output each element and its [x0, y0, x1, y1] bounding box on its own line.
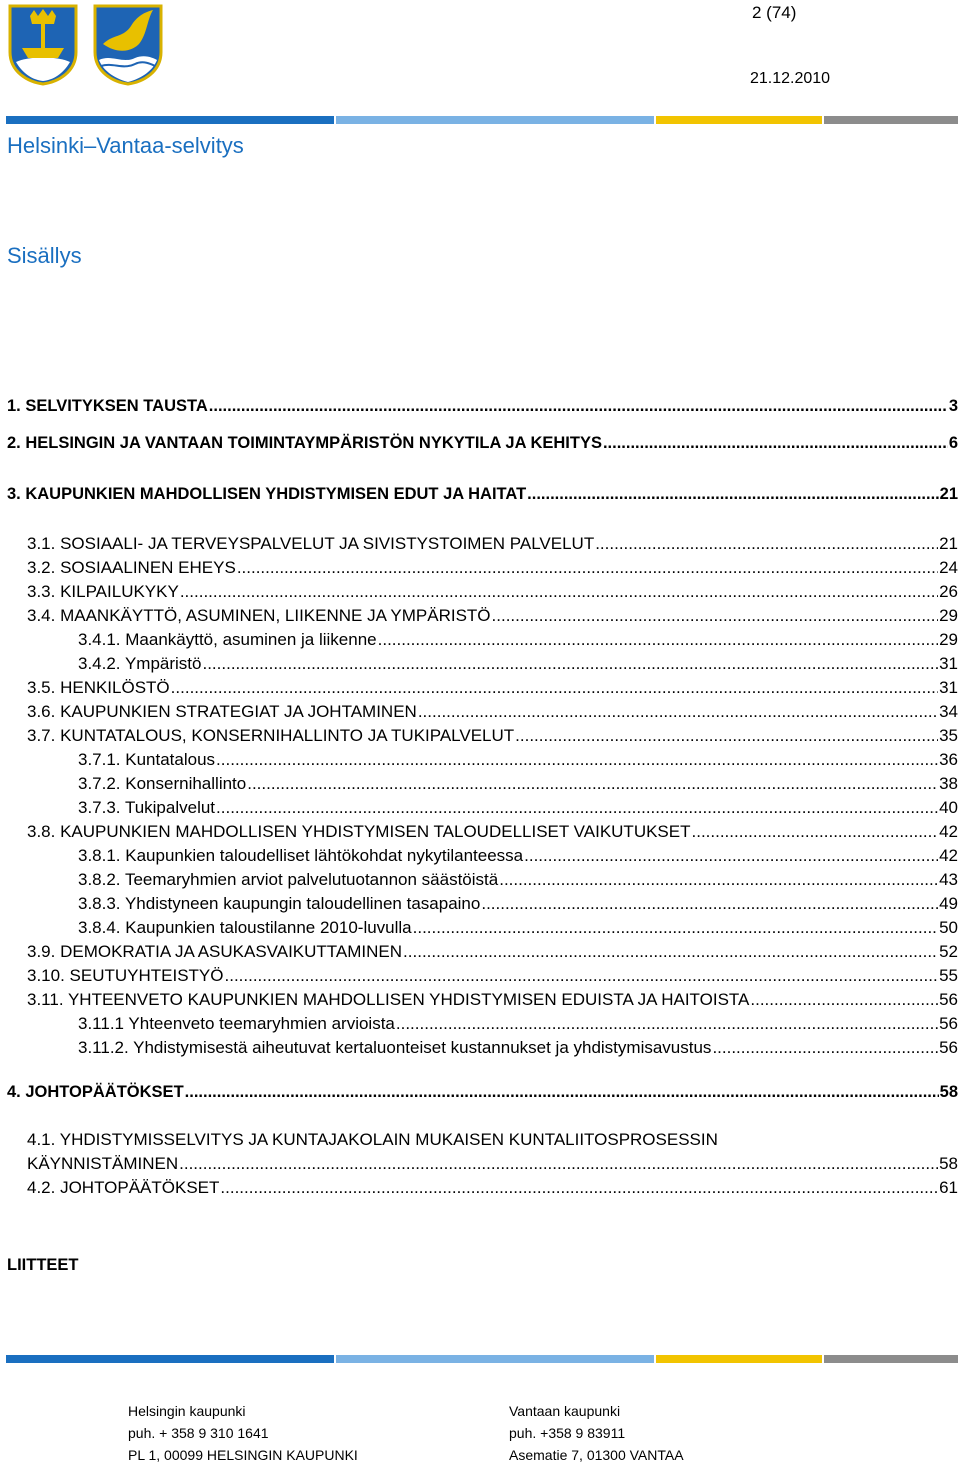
toc-entry-page: 36 — [939, 750, 958, 769]
toc-entry[interactable] — [27, 558, 958, 578]
toc-leader-dots — [237, 558, 938, 578]
header-color-band — [6, 116, 958, 124]
toc-entry-page: 35 — [939, 726, 958, 745]
footer-helsinki-address: PL 1, 00099 HELSINGIN KAUPUNKI — [128, 1447, 358, 1463]
toc-entry-title: 3. KAUPUNKIEN MAHDOLLISEN YHDISTYMISEN EDUT JA HAITAT — [7, 485, 527, 503]
toc-leader-dots — [418, 702, 938, 722]
toc-entry[interactable] — [78, 774, 958, 794]
toc-entry[interactable] — [78, 846, 958, 866]
toc-entry-page: 56 — [939, 990, 958, 1009]
toc-entry-title: 3.7.2. Konsernihallinto — [78, 774, 247, 793]
toc-leader-dots — [515, 726, 938, 746]
toc-leader-dots — [499, 870, 938, 890]
toc-entry[interactable] — [27, 678, 958, 698]
toc-leader-dots — [247, 774, 938, 794]
toc-leader-dots — [712, 1038, 938, 1058]
footer-vantaa — [509, 1400, 684, 1466]
footer-vantaa-phone: puh. +358 9 83911 — [509, 1425, 626, 1441]
toc-entry-page: 42 — [939, 846, 958, 865]
toc-entry-page: 40 — [939, 798, 958, 817]
toc-leader-dots — [396, 1014, 938, 1034]
toc-entry-page: 21 — [939, 485, 958, 503]
toc-entry-title: 3.7.1. Kuntatalous — [78, 750, 216, 769]
toc-entry-title: 4.1. YHDISTYMISSELVITYS JA KUNTAJAKOLAIN MUKAISEN KUNTALIITOSPROSESSIN — [27, 1130, 718, 1149]
toc-entry[interactable] — [27, 990, 958, 1010]
toc-leader-dots — [225, 966, 939, 986]
toc-entry[interactable] — [7, 484, 958, 504]
toc-entry-page: 58 — [939, 1154, 958, 1173]
toc-entry-page: 21 — [939, 534, 958, 553]
toc-entry-title: 3.6. KAUPUNKIEN STRATEGIAT JA JOHTAMINEN — [27, 702, 417, 721]
toc-entry-title: 3.8. KAUPUNKIEN MAHDOLLISEN YHDISTYMISEN TALOUDELLISET VAIKUTUKSET — [27, 822, 691, 841]
toc-entry-title: 1. SELVITYKSEN TAUSTA — [7, 397, 208, 415]
toc-entry[interactable] — [7, 396, 958, 416]
toc-leader-dots — [403, 942, 938, 962]
toc-leader-dots — [171, 678, 938, 698]
toc-entry[interactable] — [78, 1038, 958, 1058]
toc-leader-dots — [378, 630, 938, 650]
toc-entry-page: 52 — [939, 942, 958, 961]
toc-entry-title: 3.7.3. Tukipalvelut — [78, 798, 216, 817]
toc-entry[interactable] — [27, 942, 958, 962]
document-date: 21.12.2010 — [750, 70, 831, 87]
toc-entry-title: 3.2. SOSIAALINEN EHEYS — [27, 558, 236, 577]
toc-entry[interactable] — [27, 822, 958, 842]
footer-helsinki-phone: puh. + 358 9 310 1641 — [128, 1425, 269, 1441]
toc-entry-title: 3.11. YHTEENVETO KAUPUNKIEN MAHDOLLISEN YHDISTYMISEN EDUISTA JA HAITOISTA — [27, 990, 750, 1009]
footer-helsinki-name: Helsingin kaupunki — [128, 1403, 246, 1419]
toc-entry[interactable] — [7, 1082, 958, 1102]
toc-leader-dots — [216, 798, 938, 818]
toc-entry-page: 6 — [948, 434, 958, 452]
footer-vantaa-address: Asematie 7, 01300 VANTAA — [509, 1447, 684, 1463]
page-number: 2 (74) — [752, 3, 797, 22]
toc-entry-page: 50 — [939, 918, 958, 937]
toc-leader-dots — [180, 582, 938, 602]
toc-leader-dots — [481, 894, 938, 914]
toc-entry-title: 3.5. HENKILÖSTÖ — [27, 678, 170, 697]
toc-entry[interactable] — [78, 918, 958, 938]
toc-entry-title: 3.9. DEMOKRATIA JA ASUKASVAIKUTTAMINEN — [27, 942, 403, 961]
toc-entry-title: 3.8.4. Kaupunkien taloustilanne 2010-luvulla — [78, 918, 412, 937]
toc-entry[interactable] — [27, 1130, 718, 1150]
toc-entry-page: 31 — [939, 654, 958, 673]
toc-entry[interactable] — [78, 870, 958, 890]
toc-leader-dots — [209, 396, 948, 416]
toc-entry[interactable] — [27, 1154, 958, 1174]
toc-entry-page: 49 — [939, 894, 958, 913]
toc-leader-dots — [750, 990, 938, 1010]
appendix-heading: LIITTEET — [7, 1256, 79, 1274]
toc-entry-title: 3.1. SOSIAALI- JA TERVEYSPALVELUT JA SIVISTYSTOIMEN PALVELUT — [27, 534, 595, 553]
toc-entry-page: 56 — [939, 1014, 958, 1033]
footer-helsinki — [128, 1400, 358, 1466]
helsinki-crest-icon — [8, 4, 78, 86]
toc-entry-title: 3.11.2. Yhdistymisestä aiheutuvat kertaluonteiset kustannukset ja yhdistymisavustus — [78, 1038, 712, 1057]
toc-leader-dots — [216, 750, 938, 770]
toc-entry-title: 3.8.1. Kaupunkien taloudelliset lähtökohdat nykytilanteessa — [78, 846, 524, 865]
toc-entry-page: 3 — [948, 397, 958, 415]
toc-entry-title: 2. HELSINGIN JA VANTAAN TOIMINTAYMPÄRISTÖN NYKYTILA JA KEHITYS — [7, 434, 602, 452]
toc-entry-page: 31 — [939, 678, 958, 697]
toc-entry-title: 4.2. JOHTOPÄÄTÖKSET — [27, 1178, 220, 1197]
toc-entry[interactable] — [27, 702, 958, 722]
toc-entry[interactable] — [27, 606, 958, 626]
toc-entry-page: 38 — [939, 774, 958, 793]
toc-entry[interactable] — [78, 750, 958, 770]
toc-entry[interactable] — [78, 798, 958, 818]
toc-entry[interactable] — [7, 433, 958, 453]
toc-entry[interactable] — [27, 966, 958, 986]
document-title: Helsinki–Vantaa-selvitys — [7, 133, 244, 158]
footer-color-band — [6, 1355, 958, 1363]
toc-entry-page: 56 — [939, 1038, 958, 1057]
toc-entry[interactable] — [78, 630, 958, 650]
toc-entry[interactable] — [78, 1014, 958, 1034]
toc-entry-title: 3.4.1. Maankäyttö, asuminen ja liikenne — [78, 630, 377, 649]
toc-leader-dots — [524, 846, 938, 866]
toc-entry-title: 3.3. KILPAILUKYKY — [27, 582, 179, 601]
toc-entry-title: 3.4.2. Ympäristö — [78, 654, 202, 673]
toc-leader-dots — [179, 1154, 938, 1174]
toc-entry[interactable] — [27, 534, 958, 554]
toc-entry-page: 34 — [939, 702, 958, 721]
toc-entry-page: 29 — [939, 630, 958, 649]
toc-leader-dots — [527, 484, 938, 504]
toc-entry-page: 61 — [939, 1178, 958, 1197]
toc-entry-title: KÄYNNISTÄMINEN — [27, 1154, 179, 1173]
toc-leader-dots — [492, 606, 939, 626]
footer-vantaa-name: Vantaan kaupunki — [509, 1403, 621, 1419]
toc-entry-title: 3.8.2. Teemaryhmien arviot palvelutuotannon säästöistä — [78, 870, 499, 889]
toc-leader-dots — [603, 433, 948, 453]
toc-entry[interactable] — [27, 726, 958, 746]
toc-entry[interactable] — [27, 582, 958, 602]
toc-entry-title: 3.8.3. Yhdistyneen kaupungin taloudellinen tasapaino — [78, 894, 481, 913]
toc-entry-page: 26 — [939, 582, 958, 601]
toc-entry-title: 3.10. SEUTUYHTEISTYÖ — [27, 966, 224, 985]
toc-entry-title: 3.7. KUNTATALOUS, KONSERNIHALLINTO JA TUKIPALVELUT — [27, 726, 515, 745]
toc-entry-page: 55 — [939, 966, 958, 985]
toc-entry[interactable] — [78, 654, 958, 674]
toc-entry-page: 29 — [939, 606, 958, 625]
toc-entry-page: 58 — [939, 1083, 958, 1101]
toc-entry-page: 24 — [939, 558, 958, 577]
contents-heading: Sisällys — [7, 243, 82, 268]
toc-entry[interactable] — [27, 1178, 958, 1198]
vantaa-crest-icon — [93, 4, 163, 86]
toc-leader-dots — [220, 1178, 938, 1198]
toc-entry-title: 4. JOHTOPÄÄTÖKSET — [7, 1083, 184, 1101]
toc-entry-title: 3.11.1 Yhteenveto teemaryhmien arvioista — [78, 1014, 395, 1033]
toc-leader-dots — [202, 654, 938, 674]
toc-entry-page: 43 — [939, 870, 958, 889]
toc-entry-title: 3.4. MAANKÄYTTÖ, ASUMINEN, LIIKENNE JA YMPÄRISTÖ — [27, 606, 491, 625]
toc-leader-dots — [413, 918, 938, 938]
toc-entry-page: 42 — [939, 822, 958, 841]
toc-leader-dots — [595, 534, 938, 554]
toc-leader-dots — [185, 1082, 939, 1102]
toc-leader-dots — [692, 822, 939, 842]
toc-entry[interactable] — [78, 894, 958, 914]
